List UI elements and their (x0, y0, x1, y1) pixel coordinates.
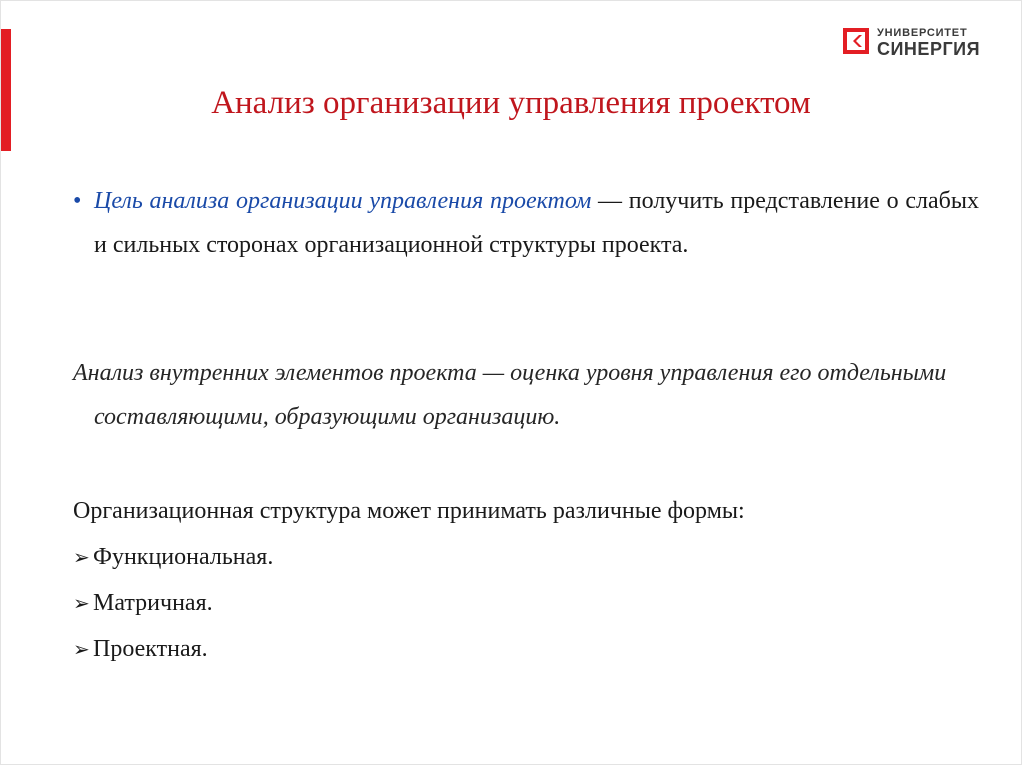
goal-text (73, 179, 979, 267)
internal-analysis-text: Анализ внутренних элементов проекта — оценка уровня управления его отдельными составляющими, образующими организацию. (73, 360, 947, 430)
goal-lead: Цель анализа организации управления проектом (94, 188, 592, 214)
list-item (73, 580, 979, 626)
logo-line1: УНИВЕРСИТЕТ (877, 27, 968, 39)
list-item (73, 534, 979, 580)
university-logo (843, 25, 993, 59)
synergy-logo-icon (843, 28, 869, 54)
arrowhead-bullet-icon: ➢ (73, 547, 90, 569)
logo-line2: СИНЕРГИЯ (877, 39, 981, 59)
forms-list (73, 534, 979, 672)
forms-intro: Организационная структура может принимать различные формы: (73, 498, 745, 524)
internal-analysis-paragraph (73, 351, 979, 439)
slide-title: Анализ организации управления проектом (211, 85, 811, 121)
goal-rest: — получить представление о слабых и сильных сторонах организационной структуры проекта. (94, 188, 979, 258)
bullet-marker: • (73, 188, 82, 214)
list-item-label: Матричная. (93, 590, 213, 616)
goal-bullet (73, 179, 979, 267)
list-item-label: Функциональная. (93, 544, 274, 570)
arrowhead-bullet-icon: ➢ (73, 593, 90, 615)
list-item-label: Проектная. (93, 636, 208, 662)
logo-text (877, 25, 980, 58)
list-item (73, 626, 979, 672)
arrowhead-bullet-icon: ➢ (73, 639, 90, 661)
